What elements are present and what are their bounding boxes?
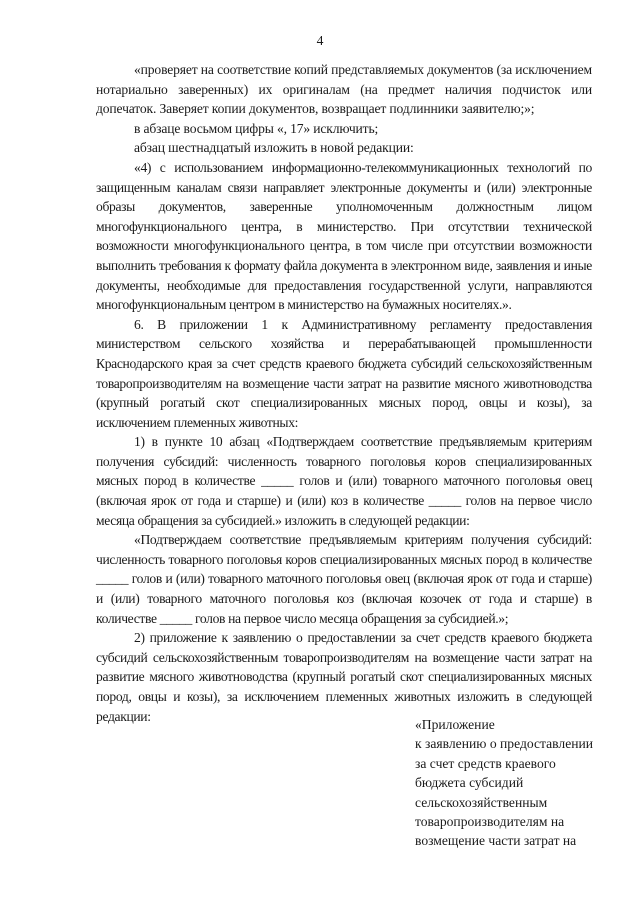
appendix-line: сельскохозяйственным xyxy=(415,794,548,810)
paragraph-exclude-digits: в абзаце восьмом цифры «, 17» исключить; xyxy=(134,120,379,136)
appendix-line: за счет средств краевого xyxy=(415,755,556,771)
paragraph-check-copies: «проверяет на соответствие копий представляемых документов (за исключением нотариально заверенных) их оригиналам (на предмет наличия подчисток или допечаток. Заверяет копии документов, возвращает подлинники заявителю;»; xyxy=(96,62,592,117)
appendix-line: бюджета субсидий xyxy=(415,775,524,791)
document-body xyxy=(96,60,592,726)
appendix-line: товаропроизводителям на xyxy=(415,814,565,830)
appendix-line: «Приложение xyxy=(415,717,495,732)
page-number: 4 xyxy=(316,33,324,48)
paragraph-section-6: 6. В приложении 1 к Административному регламенту предоставления министерством сельского хозяйства и перерабатывающей промышленности Краснодарского края за счет средств краевого бюджета субсидий сельскохозяйственным товаропроизводителям на возмещение части затрат на развитие мясного животноводства (крупный рогатый скот специализированных мясных пород, овцы и козы), за исключением племенных животных: xyxy=(96,316,592,430)
paragraph-new-wording: абзац шестнадцатый изложить в новой редакции: xyxy=(134,140,414,156)
paragraph-confirmation-quote: «Подтверждаем соответствие предъявляемым критериям получения субсидий: численность товарного поголовья коров специализированных мясных пород в количестве _____ голов и (или) товарного маточного поголовья овец (включая ярок от года и старше) и (или) товарного маточного поголовья коз (включая козочек от года и старше) в количестве _____ голов на первое число месяца обращения за субсидией.»; xyxy=(96,532,592,626)
appendix-line: возмещение части затрат на xyxy=(415,833,577,849)
paragraph-item-4: «4) с использованием информационно-телекоммуникационных технологий по защищенным каналам связи направляет электронные документы и (или) электронные образы документов, заверенные уполномоченным должностным лицом многофункционального центра, в министерство. При отсутствии технической возможности многофункционального центра, в том числе при отсутствии возможности выполнить требования к формату файла документа в электронном виде, заявления и иные документы, необходимые для предоставления государственной услуги, направляются многофункциональным центром в министерство на бумажных носителях.». xyxy=(96,159,592,313)
paragraph-point-10: 1) в пункте 10 абзац «Подтверждаем соответствие предъявляемым критериям получения субсидий: численность товарного поголовья коров специализированных мясных пород в количестве _____ голов и (или) товарного маточного поголовья овец (включая ярок от года и старше) и (или) коз в количестве _____ голов на первое число месяца обращения за субсидией.» изложить в следующей редакции: xyxy=(96,434,592,528)
appendix-line: к заявлению о предоставлении xyxy=(415,736,594,752)
appendix-heading-block xyxy=(415,715,615,851)
paragraph-appendix-change: 2) приложение к заявлению о предоставлении за счет средств краевого бюджета субсидий сельскохозяйственным товаропроизводителям на возмещение части затрат на развитие мясного животноводства (крупный рогатый скот специализированных мясных пород, овцы и козы), за исключением племенных животных изложить в следующей редакции: xyxy=(96,630,592,724)
